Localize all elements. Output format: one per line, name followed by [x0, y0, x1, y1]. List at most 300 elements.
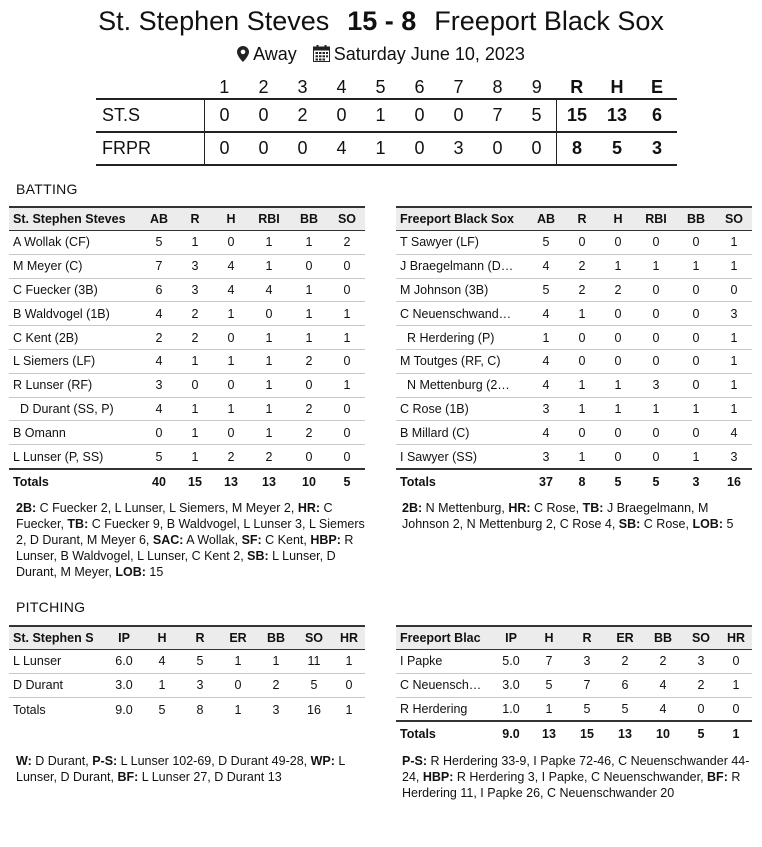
- stat-cell: 1: [564, 302, 600, 326]
- total-cell: 1: [219, 697, 257, 722]
- player-row: [9, 278, 365, 302]
- player-name: C Kent (2B): [9, 326, 141, 350]
- stat-cell: 0: [213, 231, 249, 255]
- batting-notes-home: [16, 500, 372, 580]
- stat-cell: 0: [249, 302, 289, 326]
- total-cell: 13: [606, 721, 644, 746]
- note-text: C Kent,: [261, 533, 311, 547]
- total-cell: 10: [644, 721, 682, 746]
- note-label: P-S:: [402, 754, 427, 768]
- stat-cell: 0: [329, 278, 365, 302]
- pitching-section-title: PITCHING: [16, 599, 86, 615]
- stat-cell: 6: [141, 278, 177, 302]
- total-cell: 15: [177, 469, 213, 494]
- column-header: IP: [105, 626, 143, 650]
- player-row: [396, 650, 752, 674]
- player-name: B Millard (C): [396, 421, 528, 445]
- stat-cell: 7: [141, 254, 177, 278]
- stat-cell: 3: [568, 650, 606, 674]
- stat-cell: 2: [177, 326, 213, 350]
- player-name: M Toutges (RF, C): [396, 349, 528, 373]
- player-name: L Lunser: [9, 650, 105, 674]
- stat-cell: 0: [636, 231, 676, 255]
- stat-cell: 0: [213, 421, 249, 445]
- totals-label: Totals: [396, 721, 492, 746]
- stat-cell: 1: [289, 278, 329, 302]
- game-title: [0, 6, 762, 37]
- table-header: [396, 626, 752, 650]
- pitching-table-away: [396, 625, 752, 746]
- stat-cell: 2: [141, 326, 177, 350]
- total-cell: 1: [720, 721, 752, 746]
- location-text: Away: [253, 44, 297, 64]
- stat-cell: 7: [530, 650, 568, 674]
- stat-cell: 1: [716, 373, 752, 397]
- column-header: H: [143, 626, 181, 650]
- stat-cell: 4: [644, 697, 682, 721]
- batting-table-home: [9, 206, 365, 494]
- note-text: C Rose,: [530, 501, 583, 515]
- stat-cell: 3: [181, 673, 219, 697]
- player-name: L Lunser (P, SS): [9, 445, 141, 469]
- stat-cell: 0: [289, 373, 329, 397]
- stat-cell: 1: [676, 397, 716, 421]
- team-name-header: Freeport Black Sox: [396, 207, 528, 231]
- note-label: 2B:: [16, 501, 37, 515]
- totals-label: Totals: [9, 697, 105, 722]
- stat-cell: 3: [177, 278, 213, 302]
- total-cell: 3: [676, 469, 716, 494]
- player-row: [396, 326, 752, 350]
- player-row: [396, 445, 752, 469]
- stat-cell: 0: [600, 421, 636, 445]
- note-text: D Durant,: [31, 754, 93, 768]
- total-cell: 1: [333, 697, 365, 722]
- stat-cell: 1: [289, 302, 329, 326]
- note-label: TB:: [582, 501, 604, 515]
- totals-row: [9, 697, 365, 722]
- player-row: [396, 254, 752, 278]
- note-text: 5: [723, 517, 734, 531]
- table-header: [9, 207, 365, 231]
- inning-label: 1: [219, 76, 230, 97]
- stat-cell: 1: [564, 397, 600, 421]
- total-cell: 13: [213, 469, 249, 494]
- stat-cell: 2: [289, 349, 329, 373]
- player-row: [396, 373, 752, 397]
- stat-cell: 4: [213, 254, 249, 278]
- player-row: [9, 421, 365, 445]
- inning-runs: 0: [205, 99, 245, 132]
- errors-label: E: [650, 76, 663, 97]
- stat-cell: 5: [141, 231, 177, 255]
- column-header: SO: [329, 207, 365, 231]
- player-name: J Braegelmann (D…: [396, 254, 528, 278]
- stat-cell: 1: [329, 373, 365, 397]
- column-header: R: [564, 207, 600, 231]
- stat-cell: 2: [289, 397, 329, 421]
- inning-runs: 3: [439, 132, 478, 165]
- stat-cell: 0: [676, 421, 716, 445]
- stat-cell: 0: [676, 278, 716, 302]
- stat-cell: 4: [528, 421, 564, 445]
- player-row: [9, 397, 365, 421]
- stat-cell: 1: [716, 349, 752, 373]
- stat-cell: 0: [564, 421, 600, 445]
- player-row: [396, 302, 752, 326]
- stat-cell: 3: [636, 373, 676, 397]
- calendar-icon: [313, 45, 330, 67]
- stat-cell: 5: [181, 650, 219, 674]
- total-cell: 3: [257, 697, 295, 722]
- game-date: Saturday June 10, 2023: [333, 44, 525, 64]
- player-row: [9, 231, 365, 255]
- stat-cell: 2: [564, 254, 600, 278]
- player-row: [396, 278, 752, 302]
- column-header: BB: [257, 626, 295, 650]
- stat-cell: 3.0: [492, 673, 530, 697]
- note-label: 2B:: [402, 501, 423, 515]
- stat-cell: 0: [564, 349, 600, 373]
- stat-cell: 0: [600, 445, 636, 469]
- stat-cell: 1: [249, 349, 289, 373]
- stat-cell: 0: [213, 373, 249, 397]
- stat-cell: 2: [289, 421, 329, 445]
- stat-cell: 0: [636, 445, 676, 469]
- home-team-name: St. Stephen Steves: [98, 6, 330, 36]
- stat-cell: 1: [143, 673, 181, 697]
- player-name: C Neuensch…: [396, 673, 492, 697]
- player-name: I Papke: [396, 650, 492, 674]
- stat-cell: 0: [600, 349, 636, 373]
- player-row: [9, 373, 365, 397]
- inning-runs: 0: [244, 132, 283, 165]
- stat-cell: 3: [528, 445, 564, 469]
- inning-label: 8: [492, 76, 503, 97]
- stat-cell: 0: [636, 326, 676, 350]
- stat-cell: 1: [289, 326, 329, 350]
- stat-cell: 0: [676, 373, 716, 397]
- stat-cell: 5.0: [492, 650, 530, 674]
- column-header: H: [530, 626, 568, 650]
- inning-runs: 2: [283, 99, 322, 132]
- stat-cell: 0: [329, 421, 365, 445]
- stat-cell: 0: [720, 697, 752, 721]
- column-header: HR: [720, 626, 752, 650]
- player-row: [396, 697, 752, 721]
- stat-cell: 1: [716, 231, 752, 255]
- stat-cell: 0: [676, 231, 716, 255]
- stat-cell: 1: [257, 650, 295, 674]
- table-header: [396, 207, 752, 231]
- note-label: SF:: [241, 533, 262, 547]
- stat-cell: 0: [676, 349, 716, 373]
- stat-cell: 2: [644, 650, 682, 674]
- stat-cell: 7: [568, 673, 606, 697]
- stat-cell: 1: [636, 397, 676, 421]
- linescore-header: [96, 76, 677, 99]
- stat-cell: 1: [249, 421, 289, 445]
- player-name: R Herdering: [396, 697, 492, 721]
- runs-label: R: [570, 76, 584, 97]
- column-header: ER: [219, 626, 257, 650]
- player-name: N Mettenburg (2…: [396, 373, 528, 397]
- player-row: [9, 673, 365, 697]
- note-text: C Fuecker 9, B Waldvogel, L Lunser 3, L Siemers 2, D Durant, M Meyer 6,: [16, 517, 365, 547]
- column-header: SO: [295, 626, 333, 650]
- player-name: R Herdering (P): [396, 326, 528, 350]
- line-total: 15: [557, 99, 598, 132]
- player-row: [9, 349, 365, 373]
- stat-cell: 5: [530, 673, 568, 697]
- column-header: R: [568, 626, 606, 650]
- column-header: BB: [676, 207, 716, 231]
- stat-cell: 0: [333, 673, 365, 697]
- note-text: L Lunser 102-69, D Durant 49-28,: [117, 754, 311, 768]
- stat-cell: 1: [219, 650, 257, 674]
- stat-cell: 0: [600, 326, 636, 350]
- player-name: D Durant (SS, P): [9, 397, 141, 421]
- note-text: C Fuecker 2, L Lunser, L Siemers, M Meyer 2,: [36, 501, 298, 515]
- total-cell: 13: [249, 469, 289, 494]
- column-header: R: [181, 626, 219, 650]
- stat-cell: 5: [568, 697, 606, 721]
- stat-cell: 1: [213, 349, 249, 373]
- column-header: RBI: [636, 207, 676, 231]
- inning-label: 3: [297, 76, 308, 97]
- stat-cell: 1: [333, 650, 365, 674]
- inning-label: 4: [336, 76, 347, 97]
- stat-cell: 5: [606, 697, 644, 721]
- total-cell: 16: [716, 469, 752, 494]
- away-team-name: Freeport Black Sox: [434, 6, 664, 36]
- inning-runs: 0: [283, 132, 322, 165]
- stat-cell: 2: [682, 673, 720, 697]
- stat-cell: 1: [177, 231, 213, 255]
- stat-cell: 0: [329, 397, 365, 421]
- inning-runs: 0: [244, 99, 283, 132]
- note-label: HBP:: [422, 770, 454, 784]
- team-name-header: Freeport Blac: [396, 626, 492, 650]
- stat-cell: 4: [213, 278, 249, 302]
- column-header: SO: [716, 207, 752, 231]
- total-cell: 9.0: [105, 697, 143, 722]
- stat-cell: 1: [177, 397, 213, 421]
- stat-cell: 3: [528, 397, 564, 421]
- note-label: TB:: [67, 517, 89, 531]
- player-row: [396, 231, 752, 255]
- player-name: C Rose (1B): [396, 397, 528, 421]
- column-header: BB: [644, 626, 682, 650]
- total-cell: 37: [528, 469, 564, 494]
- column-header: IP: [492, 626, 530, 650]
- pitching-table-home: [9, 625, 365, 722]
- stat-cell: 1: [530, 697, 568, 721]
- note-label: HR:: [297, 501, 321, 515]
- stat-cell: 1: [329, 326, 365, 350]
- stat-cell: 5: [295, 673, 333, 697]
- stat-cell: 1: [636, 254, 676, 278]
- stat-cell: 2: [606, 650, 644, 674]
- stat-cell: 4: [141, 349, 177, 373]
- total-cell: 8: [181, 697, 219, 722]
- inning-runs: 7: [478, 99, 517, 132]
- team-abbr: FRPR: [96, 132, 205, 165]
- stat-cell: 0: [289, 445, 329, 469]
- batting-section-title: BATTING: [16, 181, 78, 197]
- total-cell: 5: [682, 721, 720, 746]
- player-row: [9, 650, 365, 674]
- note-text: J Braegelmann, M Johnson 2, N Mettenburg 2, C Rose 4,: [402, 501, 709, 531]
- stat-cell: 0: [289, 254, 329, 278]
- totals-row: [396, 469, 752, 494]
- column-header: RBI: [249, 207, 289, 231]
- stat-cell: 6: [606, 673, 644, 697]
- inning-runs: 0: [439, 99, 478, 132]
- player-name: D Durant: [9, 673, 105, 697]
- stat-cell: 1: [716, 397, 752, 421]
- stat-cell: 1: [600, 373, 636, 397]
- total-cell: 13: [530, 721, 568, 746]
- column-header: H: [600, 207, 636, 231]
- stat-cell: 0: [564, 326, 600, 350]
- hits-label: H: [610, 76, 624, 97]
- stat-cell: 0: [636, 349, 676, 373]
- total-cell: 5: [636, 469, 676, 494]
- game-info: [0, 44, 762, 67]
- stat-cell: 2: [177, 302, 213, 326]
- player-name: B Omann: [9, 421, 141, 445]
- table-header: [9, 626, 365, 650]
- inning-runs: 1: [361, 132, 400, 165]
- stat-cell: 0: [676, 302, 716, 326]
- stat-cell: 2: [600, 278, 636, 302]
- stat-cell: 0: [177, 373, 213, 397]
- inning-runs: 4: [322, 132, 361, 165]
- totals-row: [9, 469, 365, 494]
- column-header: R: [177, 207, 213, 231]
- stat-cell: 3: [141, 373, 177, 397]
- inning-runs: 0: [205, 132, 245, 165]
- note-text: R Herdering 11, I Papke 26, C Neuenschwander 20: [402, 770, 741, 800]
- stat-cell: 1: [564, 373, 600, 397]
- total-cell: 40: [141, 469, 177, 494]
- player-row: [396, 397, 752, 421]
- stat-cell: 11: [295, 650, 333, 674]
- column-header: ER: [606, 626, 644, 650]
- stat-cell: 3: [682, 650, 720, 674]
- stat-cell: 1: [676, 445, 716, 469]
- stat-cell: 2: [257, 673, 295, 697]
- stat-cell: 0: [329, 445, 365, 469]
- note-label: HR:: [508, 501, 531, 515]
- line-total: 6: [637, 99, 677, 132]
- note-text: R Herdering 3, I Papke, C Neuenschwander,: [453, 770, 708, 784]
- player-row: [9, 326, 365, 350]
- stat-cell: 0: [329, 349, 365, 373]
- inning-runs: 0: [400, 132, 439, 165]
- player-name: T Sawyer (LF): [396, 231, 528, 255]
- stat-cell: 4: [528, 373, 564, 397]
- note-text: L Lunser, D Durant,: [16, 754, 345, 784]
- inning-label: 9: [531, 76, 542, 97]
- stat-cell: 0: [636, 421, 676, 445]
- stat-cell: 4: [528, 349, 564, 373]
- note-label: SB:: [618, 517, 641, 531]
- player-row: [396, 673, 752, 697]
- column-header: H: [213, 207, 249, 231]
- linescore-row: [96, 132, 677, 165]
- line-total: 3: [637, 132, 677, 165]
- line-total: 8: [557, 132, 598, 165]
- player-row: [9, 302, 365, 326]
- totals-row: [396, 721, 752, 746]
- line-total: 5: [597, 132, 637, 165]
- stat-cell: 1: [213, 397, 249, 421]
- final-score: 15 - 8: [347, 6, 417, 36]
- stat-cell: 1: [249, 326, 289, 350]
- total-cell: 8: [564, 469, 600, 494]
- stat-cell: 2: [249, 445, 289, 469]
- stat-cell: 0: [219, 673, 257, 697]
- note-label: LOB:: [692, 517, 723, 531]
- stat-cell: 0: [682, 697, 720, 721]
- note-label: LOB:: [115, 565, 146, 579]
- stat-cell: 1: [249, 231, 289, 255]
- column-header: BB: [289, 207, 329, 231]
- team-name-header: St. Stephen Steves: [9, 207, 141, 231]
- column-header: AB: [141, 207, 177, 231]
- stat-cell: 3: [716, 445, 752, 469]
- player-name: A Wollak (CF): [9, 231, 141, 255]
- stat-cell: 1: [600, 397, 636, 421]
- total-cell: 15: [568, 721, 606, 746]
- note-label: WP:: [310, 754, 335, 768]
- linescore-table: [96, 76, 677, 166]
- inning-label: 2: [258, 76, 269, 97]
- note-label: SB:: [247, 549, 269, 563]
- stat-cell: 4: [716, 421, 752, 445]
- note-text: C Fuecker,: [16, 501, 333, 531]
- stat-cell: 4: [141, 397, 177, 421]
- total-cell: 16: [295, 697, 333, 722]
- player-name: C Fuecker (3B): [9, 278, 141, 302]
- team-name-header: St. Stephen S: [9, 626, 105, 650]
- stat-cell: 1: [716, 254, 752, 278]
- note-text: R Lunser, B Waldvogel, L Lunser, C Kent 2,: [16, 533, 354, 563]
- inning-label: 7: [453, 76, 464, 97]
- stat-cell: 0: [636, 278, 676, 302]
- batting-table-away: [396, 206, 752, 494]
- note-text: C Rose,: [640, 517, 693, 531]
- player-name: M Johnson (3B): [396, 278, 528, 302]
- player-name: B Waldvogel (1B): [9, 302, 141, 326]
- column-header: AB: [528, 207, 564, 231]
- note-label: BF:: [117, 770, 139, 784]
- stat-cell: 4: [249, 278, 289, 302]
- player-name: C Neuenschwand…: [396, 302, 528, 326]
- stat-cell: 2: [213, 445, 249, 469]
- stat-cell: 1: [716, 326, 752, 350]
- stat-cell: 0: [720, 650, 752, 674]
- totals-label: Totals: [9, 469, 141, 494]
- inning-runs: 0: [322, 99, 361, 132]
- location-pin-icon: [237, 46, 249, 67]
- stat-cell: 1: [676, 254, 716, 278]
- stat-cell: 1: [289, 231, 329, 255]
- stat-cell: 5: [528, 278, 564, 302]
- note-text: N Mettenburg,: [422, 501, 509, 515]
